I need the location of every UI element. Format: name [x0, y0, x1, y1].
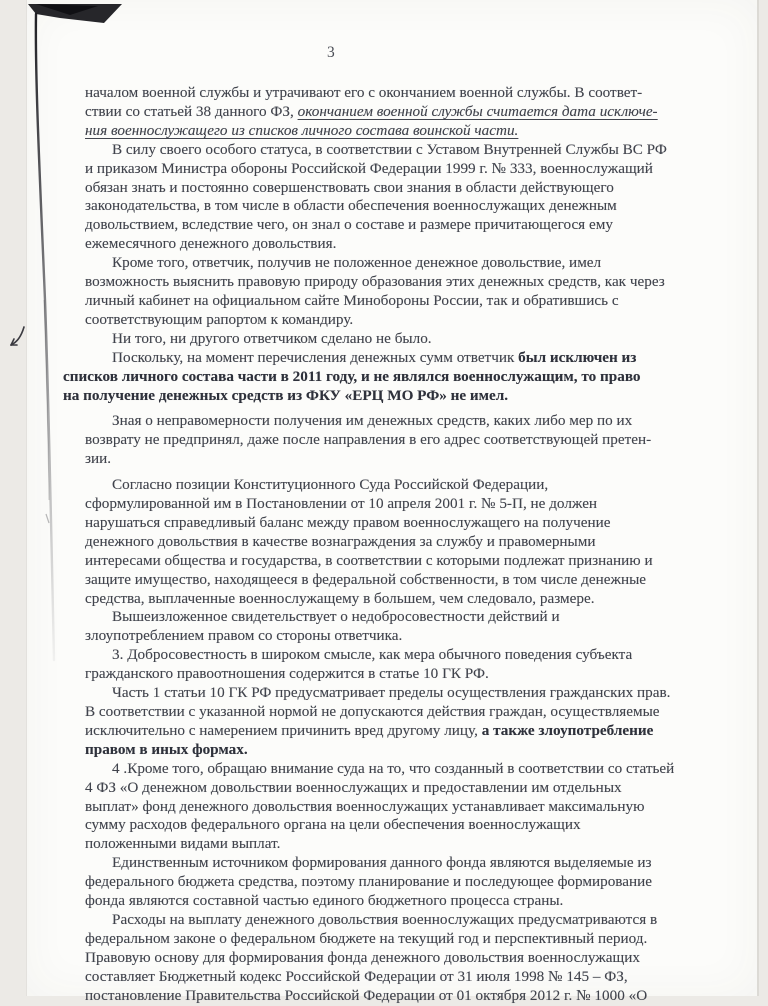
bold-text-run: а также злоупотребление	[481, 721, 654, 739]
text-run: исключительно с намерением причинить вред другому лицу,	[85, 721, 482, 739]
bold-text-run: списков личного состава части в 2011 году, и не являлся военнослужащим, то право	[63, 367, 641, 385]
paragraph	[85, 412, 733, 469]
paragraph	[85, 760, 733, 855]
text-run: 3. Добросовестность в широком смысле, как мера обычного поведения субъекта	[112, 646, 633, 664]
text-run: гражданского правоотношения содержится в статье 10 ГК РФ.	[85, 665, 489, 683]
text-run: довольствием, вследствие чего, он знал о составе и размере причитающегося ему	[85, 216, 613, 234]
text-run: Часть 1 статьи 10 ГК РФ предусматривает пределы осуществления гражданских прав.	[112, 684, 671, 702]
text-run: Расходы на выплату денежного довольствия военнослужащих предусматриваются в	[112, 910, 658, 928]
text-run: выплат» фонд денежного довольствия военнослужащих устанавливает максимальную	[85, 797, 645, 815]
paragraph	[85, 476, 733, 608]
text-run: положенными видами выплат.	[85, 835, 281, 853]
bold-text-run: был исключен из	[518, 348, 637, 366]
text-run: Вышеизложенное свидетельствует о недобросовестности действий и	[112, 608, 560, 626]
text-run: и приказом Министра обороны Российской Федерации 1999 г. № 333, военнослужащий	[85, 159, 653, 177]
paragraph	[85, 141, 733, 254]
text-run: Единственным источником формирования данного фонда являются выделяемые из	[112, 854, 652, 872]
text-run: соответствующим рапортом к командиру.	[85, 310, 354, 328]
text-run: федеральном законе о федеральном бюджете на текущий год и перспективный период.	[85, 929, 648, 947]
text-run: постановление Правительства Российской Федерации от 01 октября 2012 г. № 1000 «О	[85, 986, 648, 1004]
text-run: Ни того, ни другого ответчиком сделано не было.	[112, 329, 432, 347]
text-run: 4 ФЗ «О денежном довольствии военнослужащих и предоставлении им отдельных	[85, 778, 622, 796]
text-run: федерального бюджета средства, поэтому планирование и последующее формирование	[85, 873, 653, 891]
text-run: сумму расходов федерального органа на цели обеспечения военнослужащих	[85, 816, 581, 834]
text-run: возврату не предпринял, даже после направления в его адрес соответствующей претен-	[85, 431, 652, 449]
text-run: сформулированной им в Постановлении от 10 апреля 2001 г. № 5-П, не должен	[85, 495, 598, 513]
pencil-tick-mark	[11, 327, 24, 345]
text-run: В силу своего особого статуса, в соответствии с Уставом Внутренней Службы ВС РФ	[112, 140, 667, 158]
text-run: интересами общества и государства, в соответствии с которыми подлежат признанию и	[85, 551, 653, 569]
paragraph	[85, 684, 733, 760]
text-run: обязан знать и постоянно совершенствовать свои знания в области действующего	[85, 178, 614, 196]
text-run: нарушаться справедливый баланс между правом военнослужащего на получение	[85, 513, 611, 531]
text-run: законодательства, в том числе в области обеспечения военнослужащих денежным	[85, 197, 617, 215]
text-run: началом военной службы и утрачивают его с окончанием военной службы. В соответ-	[85, 84, 643, 101]
text-run: 4 .Кроме того, обращаю внимание суда на то, что созданный в соответствии со статьей	[112, 759, 675, 777]
text-run: Кроме того, ответчик, получив не положенное денежное довольствие, имел	[112, 254, 602, 272]
document-body	[63, 84, 733, 1006]
underlined-italic-run: окончанием военной службы считается дата исключе-	[297, 102, 658, 120]
underlined-italic-run: ния военнослужащего из списков личного состава воинской части.	[85, 121, 519, 139]
paragraph	[85, 646, 733, 684]
scanned-page	[26, 0, 759, 1004]
paragraph	[85, 84, 733, 141]
paragraph	[63, 349, 733, 406]
text-run: составляет Бюджетный кодекс Российской Федерации от 31 июля 1998 № 145 – ФЗ,	[85, 967, 628, 985]
paragraph	[85, 330, 733, 349]
text-run: злоупотреблением правом со стороны ответчика.	[85, 627, 403, 645]
text-run: средства, выплаченные военнослужащему в большем, чем следовало, размере.	[85, 589, 595, 607]
text-run: Правовую основу для формирования фонда денежного довольствия военнослужащих	[85, 948, 640, 966]
paragraph	[85, 854, 733, 911]
text-run: ежемесячного денежного довольствия.	[85, 235, 337, 253]
text-run: В соответствии с указанной нормой не допускаются действия граждан, осуществляемые	[85, 703, 660, 720]
text-run: Согласно позиции Конституционного Суда Российской Федерации,	[112, 476, 549, 494]
text-run: защите имущество, находящееся в федеральной собственности, в том числе денежные	[85, 570, 647, 588]
page-number: 3	[327, 44, 336, 61]
paragraph	[85, 608, 733, 646]
text-run: фонда являются составной частью единого бюджетного процесса страны.	[85, 892, 564, 910]
paragraph	[85, 254, 733, 330]
text-run: зии.	[85, 450, 112, 468]
bold-text-run: правом в иных формах.	[85, 740, 248, 758]
text-run: ствии со статьей 38 данного ФЗ,	[85, 102, 298, 120]
text-run: личный кабинет на официальном сайте Минобороны России, так и обратившись с	[85, 291, 619, 309]
text-run: возможность выяснить правовую природу образования этих денежных средств, как через	[85, 273, 665, 291]
text-run: денежного довольствия в качестве вознаграждения за службу и правомерными	[85, 532, 596, 550]
paragraph	[85, 911, 733, 1006]
bold-text-run: на получение денежных средств из ФКУ «ЕРЦ МО РФ» не имел.	[63, 386, 509, 404]
text-run: Поскольку, на момент перечисления денежных сумм ответчик	[112, 348, 519, 366]
text-run: Зная о неправомерности получения им денежных средств, каких либо мер по их	[112, 412, 633, 430]
